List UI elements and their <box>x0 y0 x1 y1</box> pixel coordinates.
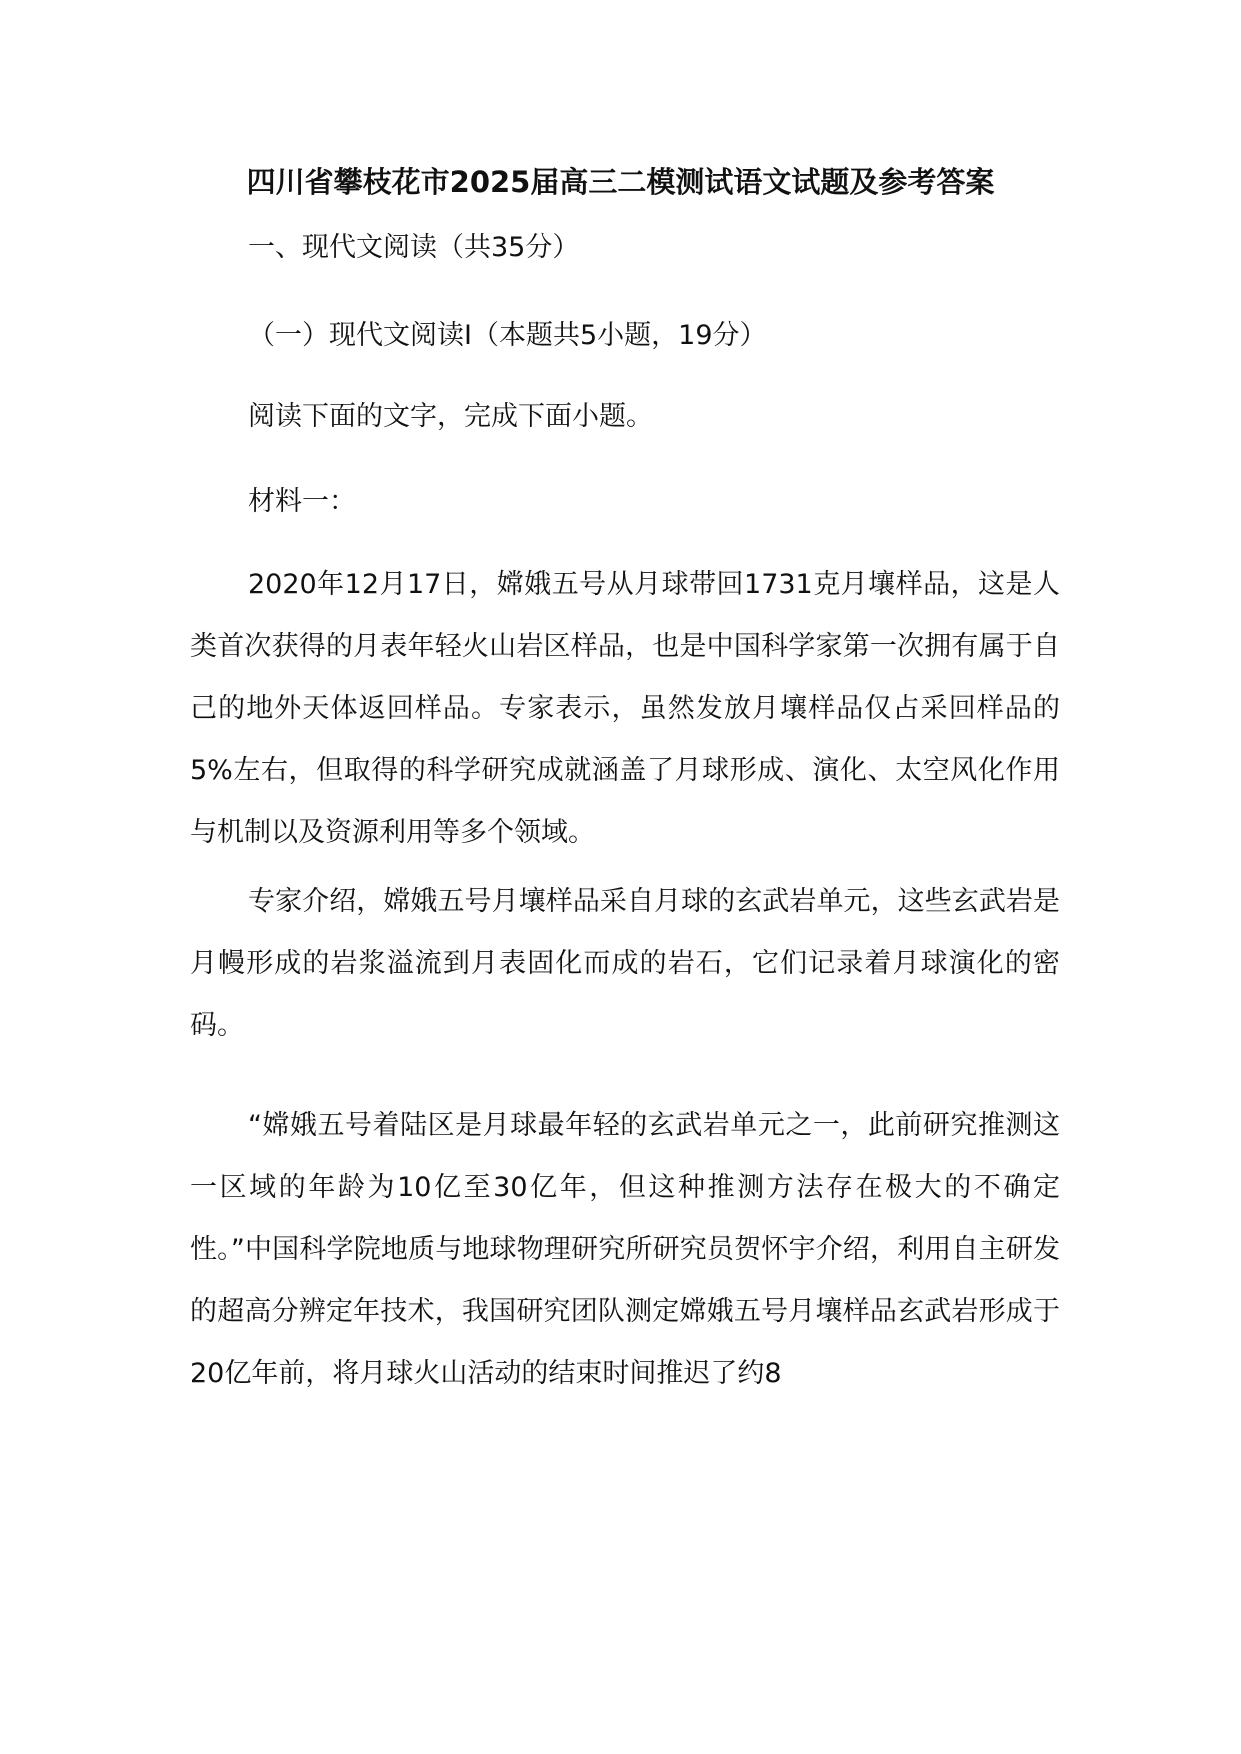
section-heading: 一、现代文阅读（共35分） <box>248 232 580 263</box>
subsection-heading: （一）现代文阅读Ⅰ（本题共5小题，19分） <box>248 320 767 351</box>
reading-instruction: 阅读下面的文字，完成下面小题。 <box>248 401 653 432</box>
paragraph-2: 专家介绍，嫦娥五号月壤样品采自月球的玄武岩单元，这些玄武岩是月幔形成的岩浆溢流到月表固化而成的岩石，它们记录着月球演化的密码。 <box>190 886 1060 1041</box>
document-title: 四川省攀枝花市2025届高三二模测试语文试题及参考答案 <box>246 165 995 199</box>
paragraph-1: 2020年12月17日，嫦娥五号从月球带回1731克月壤样品，这是人类首次获得的月表年轻火山岩区样品，也是中国科学家第一次拥有属于自己的地外天体返回样品。专家表示，虽然发放月壤样品仅占采回样品的5%左右，但取得的科学研究成就涵盖了月球形成、演化、太空风化作用与机制以及资源利用等多个领域。 <box>190 569 1060 848</box>
paragraph-3: “嫦娥五号着陆区是月球最年轻的玄武岩单元之一，此前研究推测这一区域的年龄为10亿至30亿年，但这种推测方法存在极大的不确定性。”中国科学院地质与地球物理研究所研究员贺怀宇介绍，利用自主研发的超高分辨定年技术，我国研究团队测定嫦娥五号月壤样品玄武岩形成于20亿年前，将月球火山活动的结束时间推迟了约8 <box>190 1110 1060 1389</box>
material-label: 材料一： <box>248 486 356 517</box>
